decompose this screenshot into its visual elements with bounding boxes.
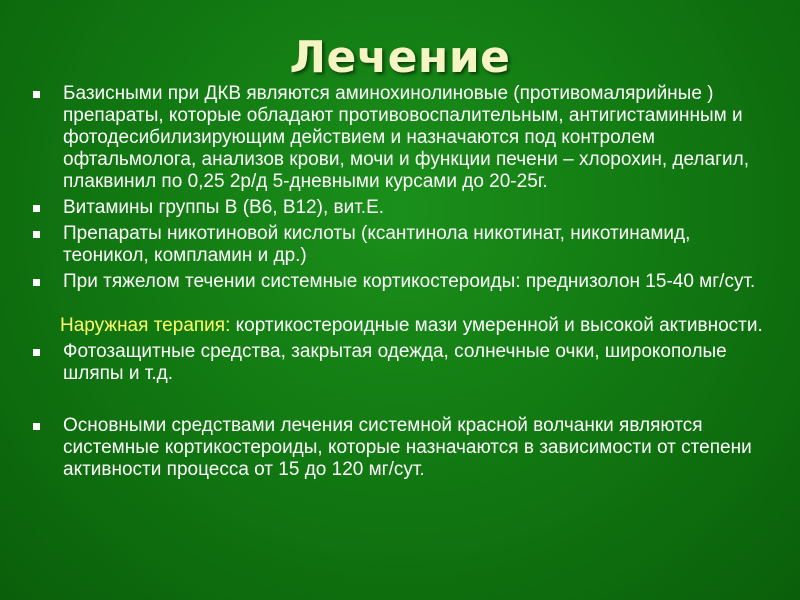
- bullet-text: Витамины группы В (В6, В12), вит.Е.: [63, 197, 385, 218]
- bullet-item: [30, 271, 775, 293]
- bullet-text: Основными средствами лечения системной красной волчанки являются системные кортикостероиды, которые назначаются в зависимости от степени активности процесса от 15 до 120 мг/сут.: [63, 415, 752, 480]
- square-bullet-icon: [33, 91, 40, 98]
- square-bullet-icon: [33, 205, 40, 212]
- square-bullet-icon: [33, 231, 40, 238]
- bullet-text: При тяжелом течении системные кортикостероиды: преднизолон 15-40 мг/сут.: [63, 271, 756, 292]
- bullet-text: Фотозащитные средства, закрытая одежда, солнечные очки, широкополые шляпы и т.д.: [63, 341, 727, 384]
- bullet-text: Базисными при ДКВ являются аминохинолиновые (противомалярийные ) препараты, которые обладают противовоспалительным, антигистаминным и фотодесибилизирующим действием и назначаются под контролем офтальмолога, анализов крови, мочи и функции печени – хлорохин, делагил, плаквинил по 0,25 2р/д 5-дневными курсами до 20-25г.: [63, 83, 749, 192]
- slide-title: Лечение: [289, 32, 511, 83]
- external-therapy-paragraph: [30, 315, 775, 337]
- bullet-item: [30, 83, 775, 193]
- square-bullet-icon: [33, 349, 40, 356]
- bullet-item: [30, 223, 775, 267]
- bullet-item: [30, 341, 775, 385]
- slide-content: [30, 83, 775, 485]
- spacer: [30, 389, 775, 415]
- square-bullet-icon: [33, 423, 40, 430]
- bullet-item: [30, 197, 775, 219]
- square-bullet-icon: [33, 279, 40, 286]
- external-therapy-label: Наружная терапия:: [60, 315, 231, 336]
- external-therapy-text: кортикостероидные мази умеренной и высокой активности.: [230, 315, 763, 336]
- bullet-item: [30, 415, 775, 481]
- bullet-text: Препараты никотиновой кислоты (ксантинола никотинат, никотинамид, теоникол, компламин и др.): [63, 223, 691, 266]
